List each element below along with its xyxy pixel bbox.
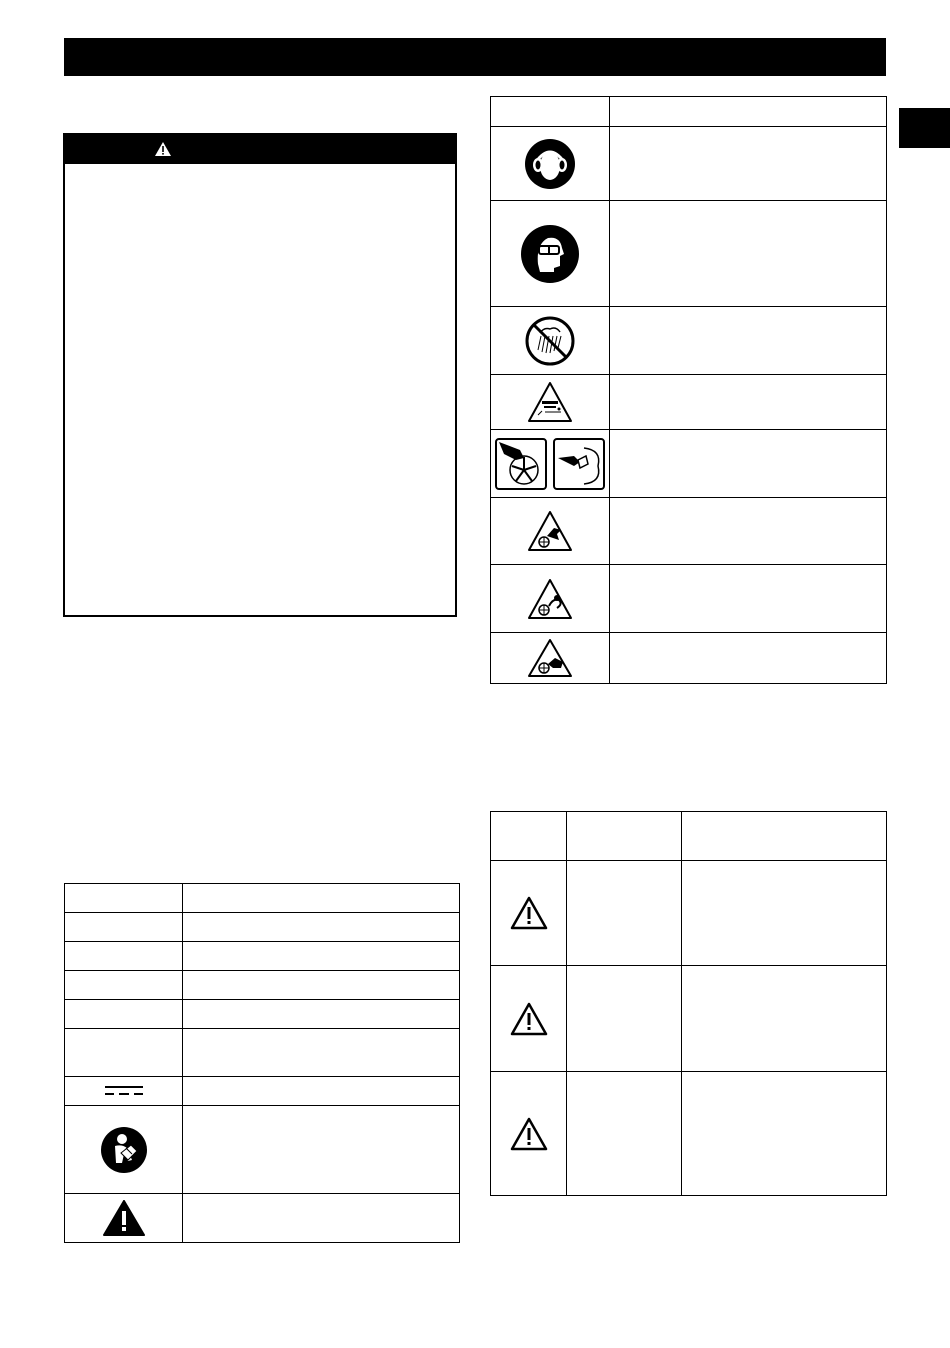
hand-injury-icon [527,638,573,678]
meaning-cell [682,1072,887,1196]
meaning-cell [610,430,887,498]
no-rain-icon [524,315,576,367]
table-row [491,498,887,565]
meaning-cell [183,942,460,971]
table-row [491,127,887,201]
table-row [491,201,887,307]
table-row [491,966,887,1072]
warning-triangle-outline-icon [510,1002,548,1036]
warning-triangle-icon [103,1200,145,1236]
table-row [65,1194,460,1243]
symbol-table-right [490,96,887,684]
symbol-cell [65,971,183,1000]
signal-word-cell [567,1072,682,1196]
symbol-cell [65,1029,183,1077]
eye-protection-icon [520,224,580,284]
symbol-table-left [64,883,460,1243]
table-row [491,307,887,375]
meaning-cell [183,1194,460,1243]
column-header-symbol [491,97,610,127]
fan-blade-hazard-icon [494,436,606,492]
table-row [491,633,887,684]
table-row [491,565,887,633]
signal-table [490,811,887,1196]
ear-protection-icon [524,138,576,190]
table-row [491,1072,887,1196]
meaning-cell [183,1077,460,1106]
column-header-signal [567,812,682,861]
meaning-cell [183,913,460,942]
meaning-cell [682,861,887,966]
signal-word-cell [567,966,682,1072]
column-header-symbol [65,884,183,913]
warning-box-heading [65,135,455,164]
meaning-cell [610,375,887,430]
table-header-row [491,97,887,127]
meaning-cell [610,633,887,684]
column-header-meaning [183,884,460,913]
table-row [491,375,887,430]
table-row [65,1106,460,1194]
read-manual-icon [101,1127,147,1173]
meaning-cell [610,565,887,633]
entanglement-clothing-icon [527,510,573,552]
warning-box [63,133,457,617]
column-header-symbol [491,812,567,861]
direct-current-icon [105,1085,143,1097]
warning-triangle-outline-icon [510,1117,548,1151]
entanglement-hair-icon [527,578,573,620]
table-header-row [491,812,887,861]
table-row [65,1029,460,1077]
meaning-cell [610,201,887,307]
table-header-row [65,884,460,913]
meaning-cell [183,1000,460,1029]
table-row [491,861,887,966]
meaning-cell [610,498,887,565]
warning-triangle-icon [154,141,172,157]
meaning-cell [183,971,460,1000]
meaning-cell [682,966,887,1072]
column-header-meaning [610,97,887,127]
table-row [65,913,460,942]
header-bar [64,38,886,76]
keep-distance-icon [527,381,573,423]
side-tab [899,108,950,148]
symbol-cell [65,942,183,971]
meaning-cell [610,307,887,375]
table-row [65,942,460,971]
column-header-meaning [682,812,887,861]
meaning-cell [183,1029,460,1077]
meaning-cell [183,1106,460,1194]
table-row [65,1000,460,1029]
symbol-cell [65,1000,183,1029]
warning-triangle-outline-icon [510,896,548,930]
symbol-cell [65,913,183,942]
table-row [65,971,460,1000]
meaning-cell [610,127,887,201]
signal-word-cell [567,861,682,966]
table-row [491,430,887,498]
table-row [65,1077,460,1106]
